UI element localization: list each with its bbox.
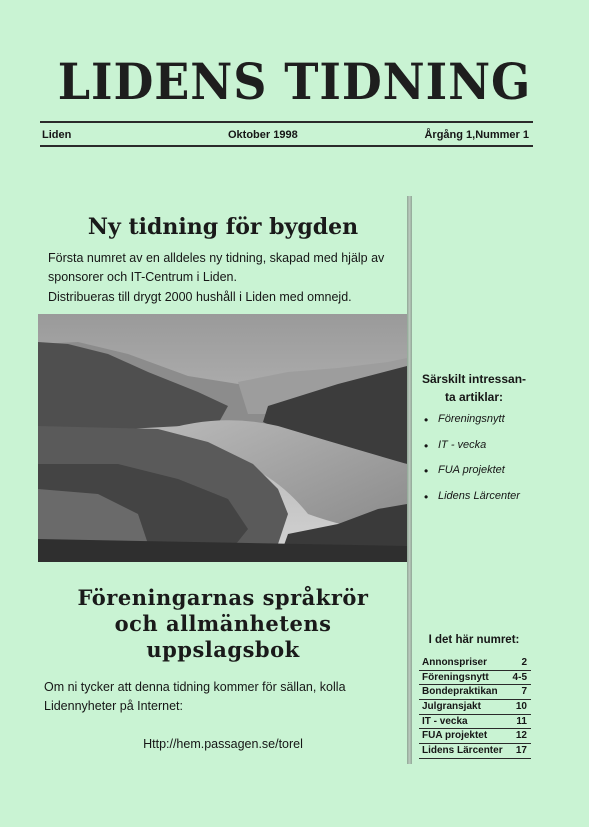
lead-paragraph-2: Distribueras till drygt 2000 hushåll i Liden med omnejd.	[48, 290, 352, 304]
landscape-photo	[38, 314, 407, 562]
lead-headline: Ny tidning för bygden	[87, 214, 359, 240]
toc-row	[419, 685, 531, 700]
toc-row	[419, 744, 531, 759]
bullet-icon: •	[424, 489, 429, 504]
table-of-contents	[419, 656, 531, 759]
toc-row-page: 4-5	[512, 671, 527, 683]
highlights-list	[420, 413, 535, 515]
highlight-label: Lidens Lärcenter	[438, 489, 520, 502]
masthead-rule-top	[40, 121, 533, 123]
toc-row-title: FUA projektet	[422, 730, 488, 742]
issue-location: Liden	[42, 129, 72, 141]
toc-row-page: 2	[521, 657, 527, 668]
toc-row	[419, 656, 531, 671]
highlight-item	[420, 413, 535, 439]
highlights-title-line-1: Särskilt intressan-	[421, 372, 527, 386]
bullet-icon: •	[424, 438, 429, 453]
toc-row	[419, 700, 531, 715]
highlights-title	[418, 370, 530, 406]
second-headline	[40, 585, 406, 663]
toc-row-title: Annonspriser	[422, 657, 488, 668]
lead-text	[48, 249, 398, 307]
toc-row-title: Bondepraktikan	[422, 686, 498, 698]
second-body-text: Om ni tycker att denna tidning kommer för sällan, kolla Lidennyheter på Internet:	[44, 680, 346, 713]
toc-row	[419, 729, 531, 744]
highlight-item	[420, 439, 535, 465]
bullet-icon: •	[424, 413, 429, 427]
highlight-item	[420, 464, 535, 490]
second-headline-line-1: Föreningarnas språkrör	[77, 585, 369, 610]
issue-volume: Årgång 1,Nummer 1	[424, 129, 529, 141]
highlight-label: IT - vecka	[438, 438, 487, 451]
toc-row	[419, 715, 531, 730]
toc-row-page: 17	[515, 745, 527, 757]
website-url: Http://hem.passagen.se/torel	[143, 737, 303, 751]
toc-row-page: 11	[516, 715, 527, 727]
second-headline-line-2: och allmänhetens	[114, 611, 332, 636]
highlight-label: Föreningsnytt	[438, 413, 505, 425]
highlights-title-line-2: ta artiklar:	[444, 390, 504, 404]
toc-row-page: 10	[515, 701, 527, 713]
lead-paragraph-1: Första numret av en alldeles ny tidning, skapad med hjälp av sponsorer och IT-Centrum i Liden.	[48, 251, 385, 284]
second-headline-line-3: uppslagsbok	[146, 637, 300, 662]
toc-title: I det här numret:	[428, 634, 520, 646]
bullet-icon: •	[424, 464, 429, 478]
toc-row-title: IT - vecka	[422, 715, 468, 727]
second-body	[44, 678, 404, 716]
highlight-label: FUA projektet	[438, 464, 505, 476]
toc-row-page: 12	[515, 730, 527, 742]
toc-row-title: Julgransjakt	[422, 701, 481, 713]
toc-row	[419, 671, 531, 686]
toc-row-title: Lidens Lärcenter	[422, 745, 503, 757]
toc-row-title: Föreningsnytt	[422, 671, 489, 683]
highlight-item	[420, 490, 535, 516]
masthead-rule-bottom	[40, 145, 533, 147]
masthead-title: LIDENS TIDNING	[57, 52, 532, 111]
issue-date: Oktober 1998	[228, 129, 298, 141]
issue-info-bar	[40, 129, 533, 145]
column-divider	[407, 196, 412, 764]
toc-row-page: 7	[521, 686, 527, 698]
